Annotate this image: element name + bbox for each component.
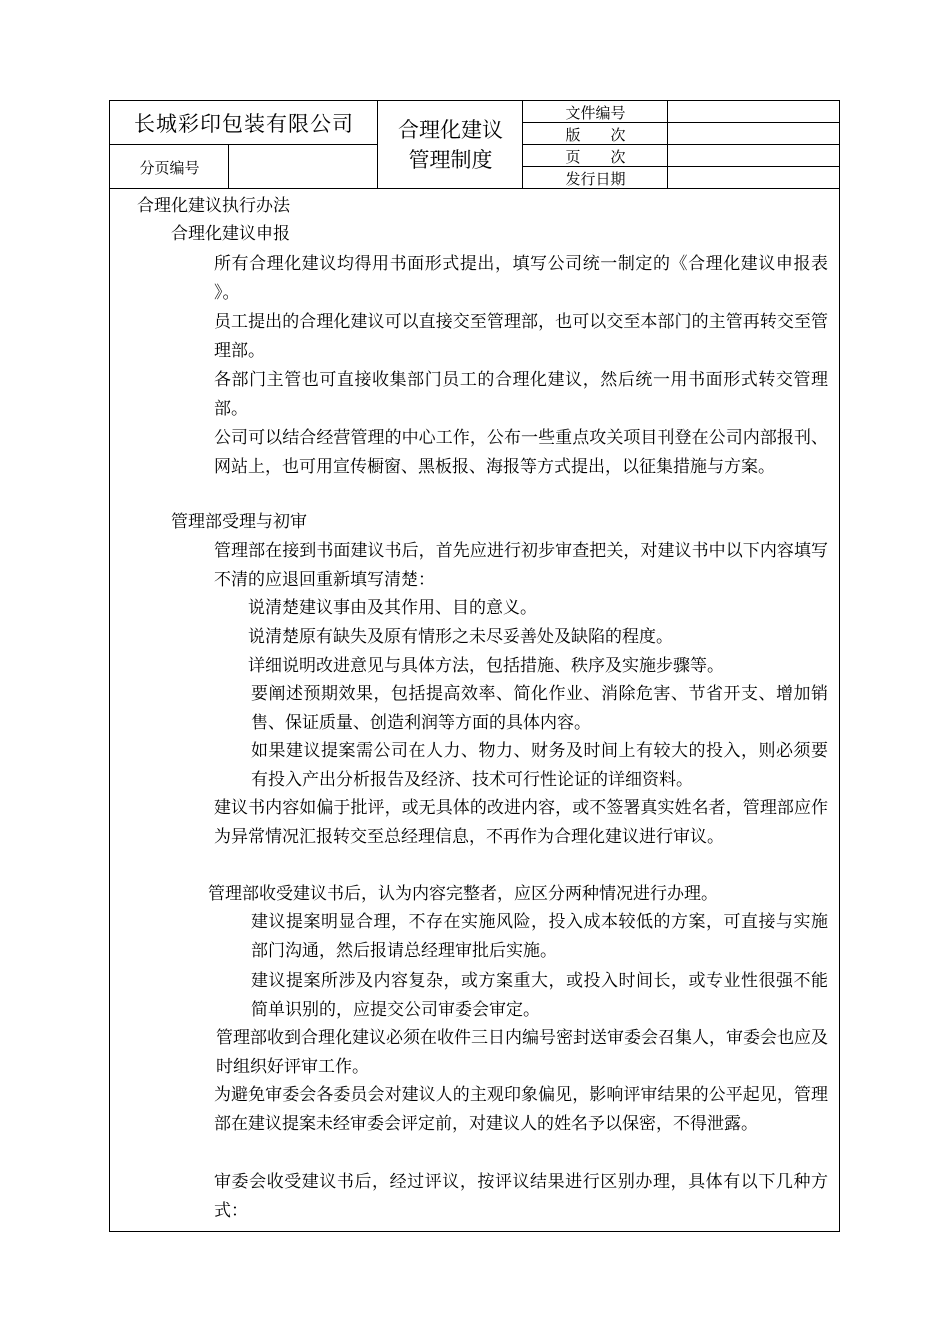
edition-label: 版 次 [565,125,626,144]
section2-heading: 管理部受理与初审 [171,512,307,532]
page-count-value [668,145,840,167]
accept-item: 建议提案所涉及内容复杂，或方案重大，或投入时间长，或专业性很强不能简单识别的，应提交公司审委会审定。 [251,971,828,1020]
accept-item: 建议提案明显合理，不存在实施风险，投入成本较低的方案，可直接与实施部门沟通，然后报请总经理审批后实施。 [251,912,828,961]
grid-line [522,166,840,167]
review-rule: 审委会收受建议书后，经过评议，按评议结果进行区别办理，具体有以下几种方式： [214,1172,828,1221]
section1-item: 员工提出的合理化建议可以直接交至管理部，也可以交至本部门的主管再转交至管理部。 [214,312,828,361]
section1-heading: 合理化建议申报 [171,224,290,244]
privacy-rule: 为避免审委会各委员会对建议人的主观印象偏见，影响评审结果的公平起见，管理部在建议提案未经审委会评定前，对建议人的姓名予以保密，不得泄露。 [214,1085,828,1134]
document-header-table [109,100,840,189]
grid-line [377,101,378,189]
section2-subitem: 如果建议提案需公司在人力、物力、财务及时间上有较大的投入，则必须要有投入产出分析报告及经济、技术可行性论证的详细资料。 [251,741,828,790]
document-title-line2: 管理制度 [408,148,493,172]
section1-item: 各部门主管也可直接收集部门员工的合理化建议，然后统一用书面形式转交管理部。 [214,370,828,419]
section1-item: 公司可以结合经营管理的中心工作，公布一些重点攻关项目刊登在公司内部报刊、网站上，也可用宣传橱窗、黑板报、海报等方式提出，以征集措施与方案。 [214,428,828,477]
section2-intro: 管理部在接到书面建议书后，首先应进行初步审查把关，对建议书中以下内容填写不清的应退回重新填写清楚： [214,541,828,590]
grid-line [522,122,840,123]
seal-rule: 管理部收到合理化建议必须在收件三日内编号密封送审委会召集人，审委会也应及时组织好评审工作。 [216,1028,828,1077]
content-title: 合理化建议执行办法 [137,196,290,216]
page-count-label: 页 次 [565,147,626,166]
accept-intro: 管理部收受建议书后，认为内容完整者，应区分两种情况进行办理。 [208,884,718,904]
issue-date-value [668,167,840,189]
section2-subitem: 说清楚建议事由及其作用、目的意义。 [248,598,537,618]
file-number-value [668,101,840,123]
grid-line [228,145,229,189]
grid-line [110,144,378,145]
edition-value [668,123,840,145]
document-title [378,101,523,189]
section2-subitem: 详细说明改进意见与具体方法，包括措施、秩序及实施步骤等。 [248,656,724,676]
issue-date-label: 发行日期 [565,169,626,188]
grid-line [667,101,668,189]
section2-subitem: 要阐述预期效果，包括提高效率、简化作业、消除危害、节省开支、增加销售、保证质量、创造利润等方面的具体内容。 [251,684,828,733]
section2-subitem: 说清楚原有缺失及原有情形之未尽妥善处及缺陷的程度。 [248,627,673,647]
grid-line [522,144,840,145]
page-number-value [229,145,378,189]
file-number-label: 文件编号 [565,103,626,122]
grid-line [522,101,523,189]
document-title-line1: 合理化建议 [398,118,503,142]
criticism-rule: 建议书内容如偏于批评，或无具体的改进内容，或不签署真实姓名者，管理部应作为异常情况汇报转交至总经理信息，不再作为合理化建议进行审议。 [214,798,828,847]
section1-item: 所有合理化建议均得用书面形式提出，填写公司统一制定的《合理化建议申报表 》。 [214,254,828,303]
page-number-label: 分页编号 [139,158,200,177]
company-name: 长城彩印包装有限公司 [134,112,354,136]
